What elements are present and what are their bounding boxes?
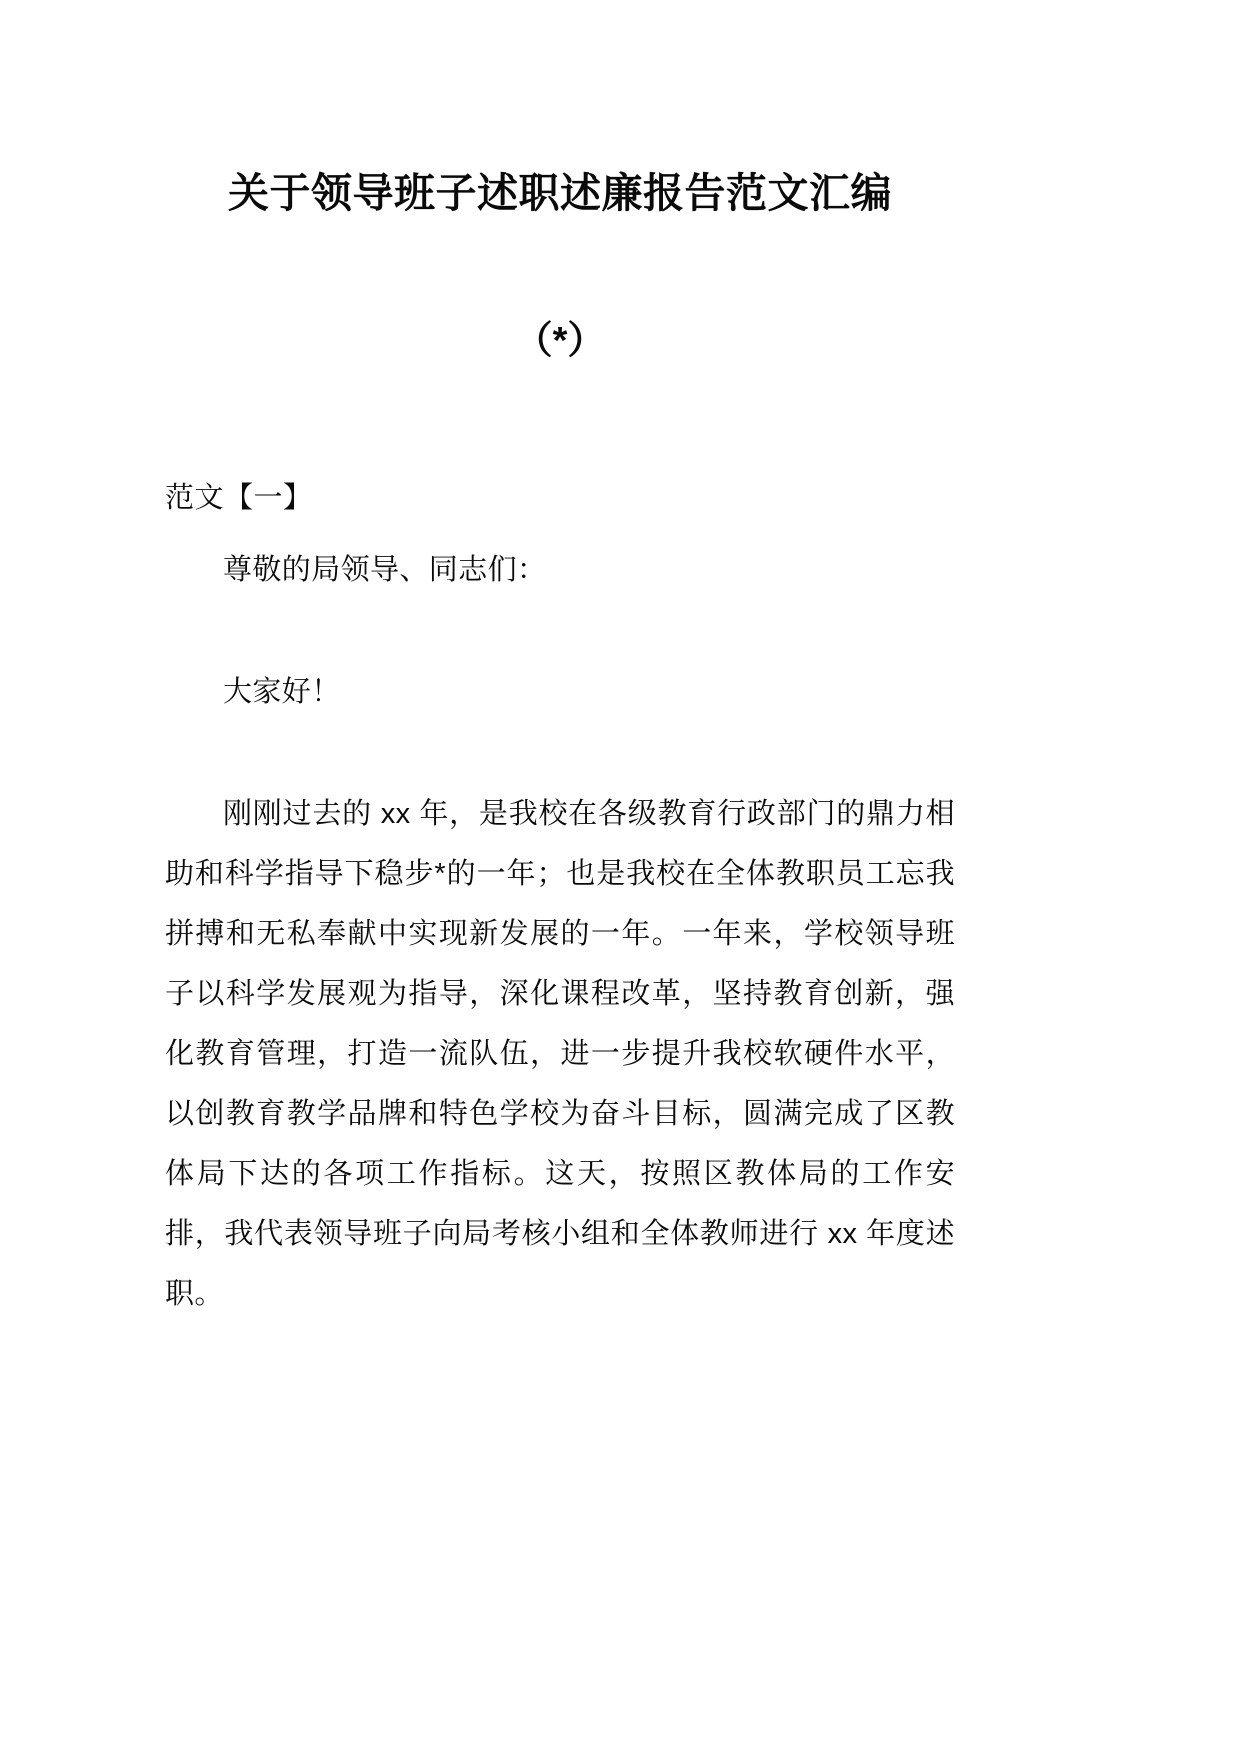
spacer-before-body bbox=[165, 722, 955, 784]
paragraph-greeting: 尊敬的局领导、同志们： bbox=[223, 553, 547, 586]
spacer-before-hello bbox=[165, 600, 955, 662]
paragraph-hello: 大家好！ bbox=[223, 675, 341, 708]
page-content-column bbox=[165, 0, 955, 1324]
section-heading-fanwen-1: 范文【一】 bbox=[165, 481, 313, 514]
spacer-before-greeting bbox=[165, 518, 955, 540]
document-subtitle: （*） bbox=[514, 320, 606, 363]
page-title: 关于领导班子述职述廉报告范文汇编 bbox=[228, 170, 892, 216]
paragraph-body-1: 刚刚过去的 xx 年，是我校在各级教育行政部门的鼎力相助和科学指导下稳步*的一年；也是我校在全体教职员工忘我拼搏和无私奉献中实现新发展的一年。一年来，学校领导班子以科学发展观为指导，深化课程改革，坚持教育创新，强化教育管理，打造一流队伍，进一步提升我校软硬件水平，以创教育教学品牌和特色学校为奋斗目标，圆满完成了区教体局下达的各项工作指标。这天，按照区教体局的工作安排，我代表领导班子向局考核小组和全体教师进行 xx 年度述职。 bbox=[165, 797, 955, 1310]
